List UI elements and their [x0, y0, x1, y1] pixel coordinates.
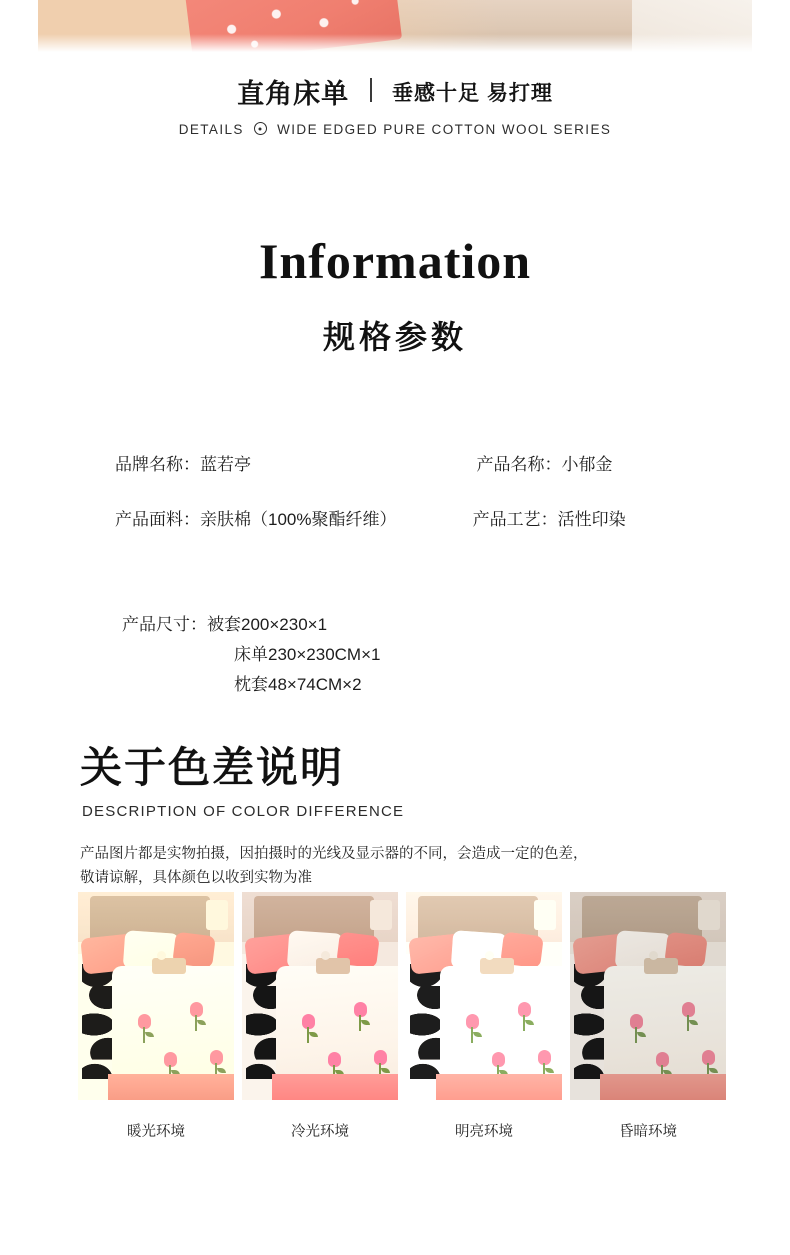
- scene-bed-skirt: [108, 1074, 234, 1100]
- scene-lamp: [534, 900, 556, 930]
- lighting-thumbnail-item: [78, 892, 234, 1141]
- lighting-thumbnail-row: [78, 892, 714, 1141]
- size-line-1: 被套200×230×1: [207, 615, 328, 634]
- thumbnail-image-warm: [78, 892, 234, 1100]
- thumbnail-caption: 昏暗环境: [619, 1124, 677, 1140]
- color-difference-description-line1: 产品图片都是实物拍摄，因拍摄时的光线及显示器的不同，会造成一定的色差，: [80, 846, 588, 862]
- color-difference-description-line2: 敬请谅解，具体颜色以收到实物为准: [80, 870, 312, 886]
- headline-en-lead: DETAILS: [178, 122, 244, 137]
- spec-row: [95, 450, 695, 475]
- scene-bed-skirt: [600, 1074, 726, 1100]
- tulip-motif: [136, 1014, 153, 1044]
- thumbnail-caption: 明亮环境: [455, 1124, 513, 1140]
- circle-dot-icon: [254, 122, 267, 135]
- scene-tray: [480, 958, 514, 974]
- scene-tray: [316, 958, 350, 974]
- tulip-motif: [464, 1014, 481, 1044]
- banner-headline-english: [0, 122, 790, 137]
- tulip-motif: [680, 1002, 697, 1032]
- tulip-motif: [628, 1014, 645, 1044]
- thumbnail-image-cool: [242, 892, 398, 1100]
- thumbnail-image-bright: [406, 892, 562, 1100]
- size-first-line: [122, 610, 380, 640]
- scene-bed-skirt: [436, 1074, 562, 1100]
- banner-headline: [0, 72, 790, 111]
- scene-lamp: [370, 900, 392, 930]
- information-title-en: Information: [258, 233, 532, 289]
- color-difference-title: 关于色差说明: [80, 744, 345, 791]
- thumbnail-image-dim: [570, 892, 726, 1100]
- tulip-motif: [516, 1002, 533, 1032]
- tulip-motif: [300, 1014, 317, 1044]
- size-line-2: 床单230×230CM×1: [234, 645, 381, 664]
- color-difference-description: [80, 842, 720, 890]
- scene-bed-skirt: [272, 1074, 398, 1100]
- spec-fabric: 产品面料：亲肤棉（100%聚酯纤维）: [115, 510, 397, 529]
- size-label: 产品尺寸：: [122, 615, 207, 634]
- scene-tray: [644, 958, 678, 974]
- scene-tray: [152, 958, 186, 974]
- spec-process: 产品工艺：活性印染: [472, 510, 626, 529]
- top-product-photo: [38, 0, 752, 52]
- size-line-3: 枕套48×74CM×2: [234, 675, 362, 694]
- spec-size-block: [122, 610, 380, 700]
- spec-row: [95, 505, 695, 530]
- tulip-motif: [352, 1002, 369, 1032]
- headline-divider: [370, 78, 372, 102]
- lighting-thumbnail-item: [570, 892, 726, 1141]
- tulip-motif: [188, 1002, 205, 1032]
- thumbnail-caption: 冷光环境: [291, 1124, 349, 1140]
- headline-sub-text: 垂感十足 易打理: [392, 81, 553, 105]
- headline-en-tail: WIDE EDGED PURE COTTON WOOL SERIES: [277, 122, 612, 137]
- lighting-thumbnail-item: [242, 892, 398, 1141]
- thumbnail-caption: 暖光环境: [127, 1124, 185, 1140]
- spec-brand-name: 品牌名称：蓝若亭: [115, 455, 251, 474]
- scene-lamp: [206, 900, 228, 930]
- scene-lamp: [698, 900, 720, 930]
- headline-main-text: 直角床单: [237, 79, 350, 109]
- photo-fade-overlay: [38, 34, 752, 52]
- lighting-thumbnail-item: [406, 892, 562, 1141]
- color-difference-title-en: DESCRIPTION OF COLOR DIFFERENCE: [82, 803, 405, 820]
- spec-product-name: 产品名称：小郁金: [476, 455, 613, 474]
- information-title-cn: 规格参数: [322, 319, 467, 355]
- specification-table: [95, 450, 695, 560]
